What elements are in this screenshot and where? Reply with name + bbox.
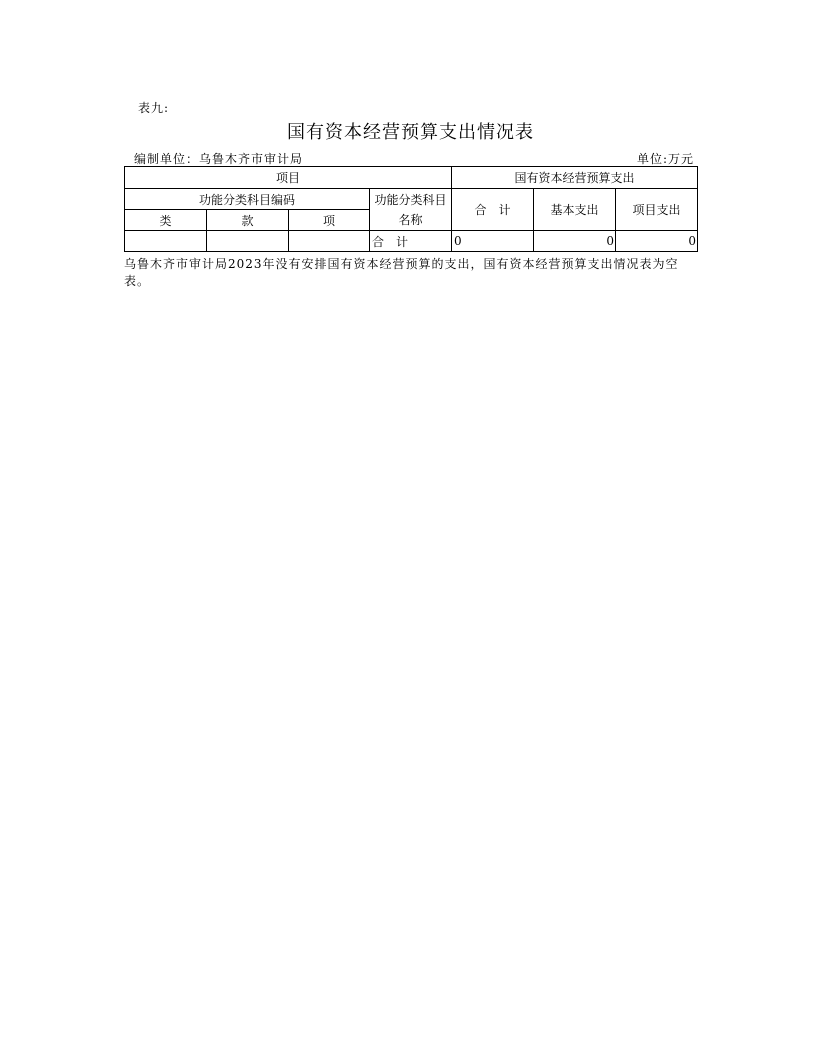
header-row-1 xyxy=(125,167,698,189)
header-section: 款 xyxy=(207,210,289,231)
header-budget-expenditure: 国有资本经营预算支出 xyxy=(452,167,698,189)
header-row-2 xyxy=(125,189,698,210)
currency-unit: 单位:万元 xyxy=(636,152,694,166)
cell-total: 0 xyxy=(452,231,534,252)
header-function-code: 功能分类科目编码 xyxy=(125,189,370,210)
cell-class xyxy=(125,231,207,252)
compiling-unit: 编制单位：乌鲁木齐市审计局 xyxy=(134,152,304,166)
header-class: 类 xyxy=(125,210,207,231)
header-function-name: 功能分类科目名称 xyxy=(370,189,452,231)
cell-item xyxy=(289,231,370,252)
table-row xyxy=(125,231,698,252)
cell-section xyxy=(207,231,289,252)
budget-table xyxy=(124,166,698,252)
footnote: 乌鲁木齐市审计局2023年没有安排国有资本经营预算的支出，国有资本经营预算支出情况表为空表。 xyxy=(124,257,679,288)
cell-project: 0 xyxy=(616,231,698,252)
header-item: 项 xyxy=(289,210,370,231)
header-items: 项目 xyxy=(125,167,452,189)
header-project-expenditure: 项目支出 xyxy=(616,189,698,231)
meta-row xyxy=(134,150,694,167)
page-title: 国有资本经营预算支出情况表 xyxy=(287,122,534,143)
cell-name-total: 合 计 xyxy=(370,231,452,252)
header-basic-expenditure: 基本支出 xyxy=(534,189,616,231)
header-total: 合 计 xyxy=(452,189,534,231)
cell-basic: 0 xyxy=(534,231,616,252)
table-number-label: 表九: xyxy=(138,101,170,115)
